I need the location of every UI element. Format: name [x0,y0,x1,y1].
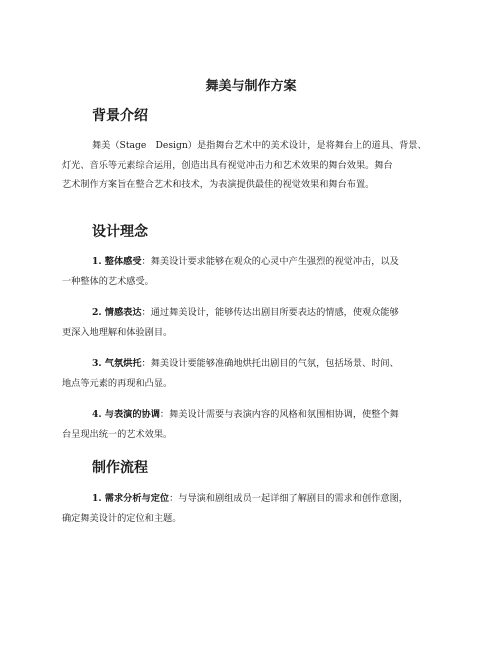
section-heading-background: 背景介绍 [92,108,148,124]
section-heading-production-process: 制作流程 [92,460,148,476]
item-second-line: 更深入地理解和体验剧目。 [62,326,173,338]
item-first-line [62,489,452,509]
design-item-4 [62,405,452,444]
item-text: ：舞美设计要能够准确地烘托出剧目的气氛，包括场景、时间、 [141,358,399,369]
item-second-line: 确定舞美设计的定位和主题。 [62,512,182,524]
document-title: 舞美与制作方案 [205,79,297,94]
background-paragraph [62,136,452,195]
item-second-line: 一种整体的艺术感受。 [62,275,154,287]
item-term: 2. 情感表达 [92,307,142,318]
design-item-3 [62,354,452,393]
paragraph-line: 舞美（Stage Design）是指舞台艺术中的美术设计，是将舞台上的道具、背景、 [92,140,427,151]
item-text: ：舞美设计需要与表演内容的风格和氛围相协调，使整个舞 [159,409,399,420]
item-term: 4. 与表演的协调 [92,409,160,420]
item-term: 3. 气氛烘托 [92,358,142,369]
item-text: ：舞美设计要求能够在观众的心灵中产生强烈的视觉冲击，以及 [141,256,399,267]
item-text: ：与导演和剧组成员一起详细了解剧目的需求和创作意图， [169,493,408,504]
item-term: 1. 整体感受 [92,256,142,267]
item-second-line: 台呈现出统一的艺术效果。 [62,428,173,440]
design-item-1 [62,252,452,291]
item-first-line [62,252,452,272]
item-first-line [62,303,452,323]
item-first-line [62,354,452,374]
item-second-line: 地点等元素的再现和凸显。 [62,377,173,389]
section-heading-design-concept: 设计理念 [92,224,148,240]
design-item-2 [62,303,452,342]
process-item-1 [62,489,452,528]
paragraph-line: 灯光、音乐等元素综合运用，创造出具有视觉冲击力和艺术效果的舞台效果。舞台 [62,159,393,171]
paragraph-line: 艺术制作方案旨在整合艺术和技术，为表演提供最佳的视觉效果和舞台布置。 [62,179,375,190]
item-text: ：通过舞美设计，能够传达出剧目所要表达的情感，使观众能够 [141,307,399,318]
item-first-line [62,405,452,425]
item-term: 1. 需求分析与定位 [92,493,170,504]
